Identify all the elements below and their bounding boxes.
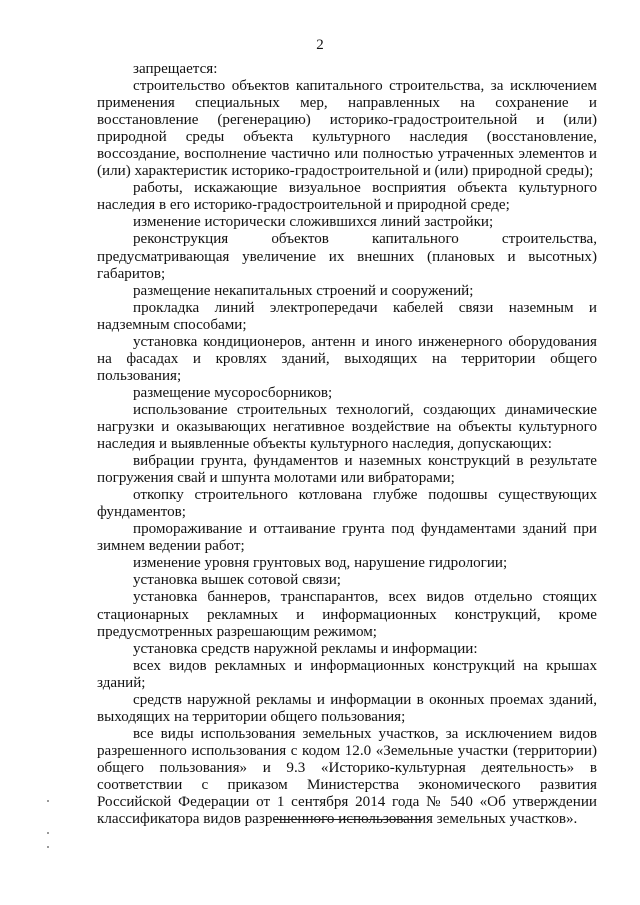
paragraph: откопку строительного котлована глубже подошвы существующих фундаментов; (97, 487, 597, 521)
end-divider-line (274, 819, 422, 820)
paragraph: промораживание и оттаивание грунта под фундаментами зданий при зимнем ведении работ; (97, 521, 597, 555)
paragraph: реконструкция объектов капитального строительства, предусматривающая увеличение их внешних (плановых и высотных) габаритов; (97, 231, 597, 282)
paragraph: работы, искажающие визуальное восприятия объекта культурного наследия в его историко-градостроительной и природной среде; (97, 180, 597, 214)
paragraph: использование строительных технологий, создающих динамические нагрузки и оказывающих негативное воздействие на объекты культурного наследия и выявленные объекты культурного наследия, допускающих: (97, 401, 597, 453)
paragraph: вибрации грунта, фундаментов и наземных конструкций в результате погружения свай и шпунта молотами или вибраторами; (97, 453, 597, 487)
paragraph: все виды использования земельных участков, за исключением видов разрешенного использования с кодом 12.0 «Земельные участки (территории) общего пользования» и 9.3 «Историко-культурная деятельность» в соответствии с приказом Министерства экономического развития Российской Федерации от 1 сентября 2014 года № 540 «Об утверждении классификатора видов разрешенного использования земельных участков». (97, 725, 597, 828)
scan-speck (47, 832, 49, 834)
document-body (97, 61, 597, 828)
paragraph: изменение исторически сложившихся линий застройки; (133, 214, 494, 231)
paragraph: установка баннеров, транспарантов, всех видов отдельно стоящих стационарных рекламных и информационных конструкций, кроме предусмотренных разрешающим режимом; (97, 589, 597, 640)
scan-speck (47, 800, 49, 802)
scan-speck (47, 846, 49, 848)
paragraph: установка вышек сотовой связи; (133, 572, 341, 589)
paragraph: средств наружной рекламы и информации в оконных проемах зданий, выходящих на территории общего пользования; (97, 691, 597, 725)
paragraph: прокладка линий электропередачи кабелей связи наземным и надземным способами; (97, 299, 597, 333)
paragraph: размещение некапитальных строений и сооружений; (133, 282, 474, 299)
paragraph: всех видов рекламных и информационных конструкций на крышах зданий; (97, 657, 597, 691)
paragraph-intro: запрещается: (133, 61, 218, 77)
paragraph: размещение мусоросборников; (133, 384, 333, 401)
paragraph: установка средств наружной рекламы и информации: (133, 640, 478, 657)
paragraph: изменение уровня грунтовых вод, нарушение гидрологии; (133, 555, 508, 572)
page-number: 2 (316, 37, 324, 53)
paragraph: установка кондиционеров, антенн и иного инженерного оборудования на фасадах и кровлях зданий, выходящих на территории общего пользования; (97, 333, 597, 384)
paragraph: строительство объектов капитального строительства, за исключением применения специальных мер, направленных на сохранение и восстановление (регенерацию) историко-градостроительной и (или) природной среды объекта культурного наследия (восстановление, воссоздание, восполнение частично или полностью утраченных элементов и (или) характеристик историко-градостроительной и (или) природной среды); (97, 78, 597, 180)
